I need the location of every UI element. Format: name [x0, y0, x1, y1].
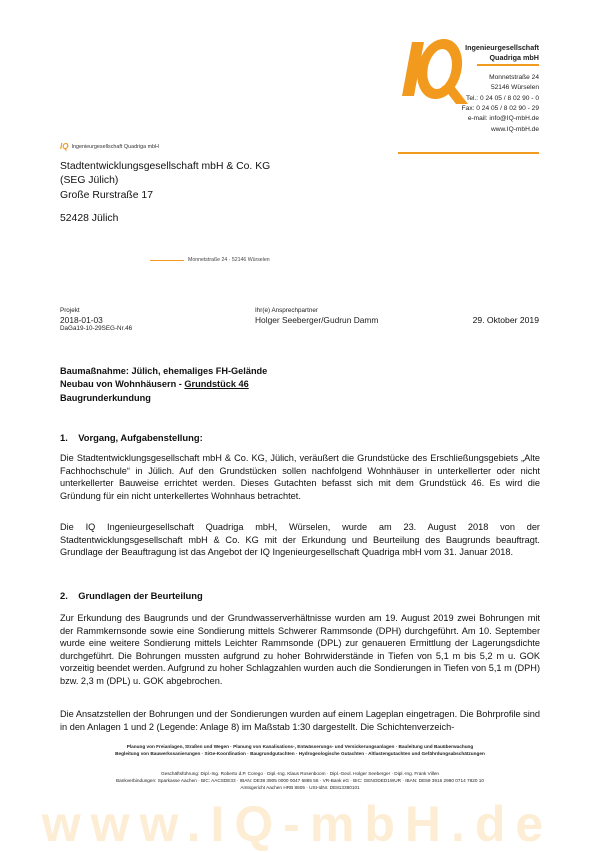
footer-services-line2: Begleitung von Bauwerkssanierungen · SiGe-Koordination · Baugrundgutachten · Hydrogeologische Gutachten · Altlastengutachten und Gefährdungsabschätzungen [115, 751, 485, 757]
project-label: Projekt [60, 307, 80, 314]
return-address-text: Monnetstraße 24 · 52146 Würselen [188, 257, 270, 263]
section-2-paragraph-1: Zur Erkundung des Baugrunds und der Grundwasserverhältnisse wurden am 19. August 2019 zwei Bohrungen mit der Rammkernsonde sowie eine Sondierung mittels Schwerer Rammsonde (DPH) durchgeführt. Am 10. September wurde eine weitere Sondierung mittels Leichter Rammsonde (DPL) zur genaueren Ermittlung der Lagerungsdichte durchgeführt. Die Bohrungen mussten aufgrund zu hoher Bohrwiderstände in Tiefen von 5,1 m bis 5,2 m u. GOK vorzeitig beendet werden. Aufgrund zu hoher Schlagzahlen wurden auch die Sondierungen in Tiefen von 5,1 m (DPH) bzw. 2,3 m (DPL) u. GOK abgebrochen. [60, 613, 540, 686]
company-contact-block [389, 43, 539, 135]
recipient-line3: Große Rurstraße 17 [60, 189, 153, 201]
footer-management: Geschäftsführung: Dipl.-Ing. Roberto d.P. Corego · Dipl.-Ing. Klaus Rosenboom · Dipl.-Geol. Holger Seeberger · Dipl.-Ing. Frank Villen [160, 771, 440, 776]
subject-line2 [60, 378, 267, 391]
mini-logo: IQ [60, 142, 69, 151]
subject-line2-prefix: Neubau von Wohnhäusern - [60, 379, 185, 390]
contact-label: Ihr(e) Ansprechpartner [255, 307, 318, 314]
contact-reference [255, 307, 378, 325]
footer-services [60, 743, 540, 758]
letter-date: 29. Oktober 2019 [472, 315, 539, 325]
orange-rule [477, 64, 539, 66]
project-reference [60, 307, 132, 333]
footer-bank: Bankverbindungen: Sparkasse Aachen · BIC: AACSDE33 · IBAN: DE38 3905 0000 0047 6885 55 · VR-Bank eG · BIC: GENODED1WUR · IBAN: DE59 3916 2980 0714 7820 10 [116, 778, 484, 784]
section-1-heading: 1. Vorgang, Aufgabenstellung: [60, 432, 203, 443]
recipient-line1: Stadtentwicklungsgesellschaft mbH & Co. KG [60, 161, 271, 172]
recipient-address [60, 160, 270, 203]
header-rule [398, 152, 539, 154]
company-email[interactable]: e-mail: info@IQ-mbH.de [467, 115, 539, 123]
sender-line [60, 142, 159, 151]
company-web[interactable]: www.IQ-mbH.de [491, 125, 539, 133]
subject-line1: Baumaßnahme: Jülich, ehemaliges FH-Gelände [60, 366, 268, 376]
project-number: 2018-01-03 [60, 315, 103, 326]
project-code: DaGa19-10-29SEG-Nr.46 [60, 325, 133, 333]
company-fax: Fax: 0 24 05 / 8 02 90 - 29 [461, 105, 539, 113]
footer-watermark: www.IQ-mbH.de [41, 796, 554, 852]
return-address [150, 257, 270, 263]
footer-services-line1: Planung von Freianlagen, Straßen und Wegen · Planung von Kanalisations-, Entwässerungs- und Versickerungsanlagen · Bauleitung und Bauüberwachung [126, 744, 474, 749]
company-tel: Tel.: 0 24 05 / 8 02 90 - 0 [466, 94, 539, 102]
company-street: Monnetstraße 24 [489, 73, 539, 81]
return-rule [150, 260, 184, 261]
company-city: 52146 Würselen [490, 84, 539, 92]
subject-block [60, 365, 267, 405]
sender-line-text: Ingenieurgesellschaft Quadriga mbH [71, 143, 159, 150]
section-2-paragraph-2: Die Ansatzstellen der Bohrungen und der Sondierungen wurden auf einem Lageplan eingetragen. Die Bohrprofile sind in den Anlagen 1 und 2 (Legende: Anlage 8) im Maßstab 1:30 dargestellt. Die Schichtenverzeich- [60, 709, 540, 732]
contact-names: Holger Seeberger/Gudrun Damm [255, 315, 379, 326]
subject-plot-number: Grundstück 46 [184, 379, 249, 390]
section-1-paragraph-2: Die IQ Ingenieurgesellschaft Quadriga mbH, Würselen, wurde am 23. August 2018 von der Stadtentwicklungsgesellschaft mbH & Co. KG mit der Erkundung und Beurteilung des Baugrunds beauftragt. Grundlage der Beauftragung ist das Angebot der IQ Ingenieurgesellschaft Quadriga mbH vom 31. Januar 2018. [60, 522, 540, 558]
subject-line3: Baugrunderkundung [60, 392, 151, 403]
recipient-city: 52428 Jülich [60, 213, 119, 224]
footer-register: Amtsgericht Aachen HRB 8605 · USt-IdNr. DE813380101 [240, 785, 360, 791]
company-name-line1: Ingenieurgesellschaft [465, 43, 539, 52]
section-1-paragraph-1: Die Stadtentwicklungsgesellschaft mbH & Co. KG, Jülich, veräußert die Grundstücke des Erschließungsgebiets „Alte Fachhochschule“ in Jülich. Auf den Grundstücken sollen nachfolgend Wohnhäuser in unterkellerter oder nicht unterkellerter Bauweise errichtet werden. Dieses Gutachten befasst sich mit dem Grundstück 46. Es wird die Gründung für ein nicht unterkellertes Wohnhaus betrachtet. [60, 453, 540, 501]
company-name-line2: Quadriga mbH [489, 53, 539, 63]
recipient-line2: (SEG Jülich) [60, 175, 119, 187]
section-2-heading: 2. Grundlagen der Beurteilung [60, 590, 203, 601]
footer-legal [60, 770, 540, 792]
